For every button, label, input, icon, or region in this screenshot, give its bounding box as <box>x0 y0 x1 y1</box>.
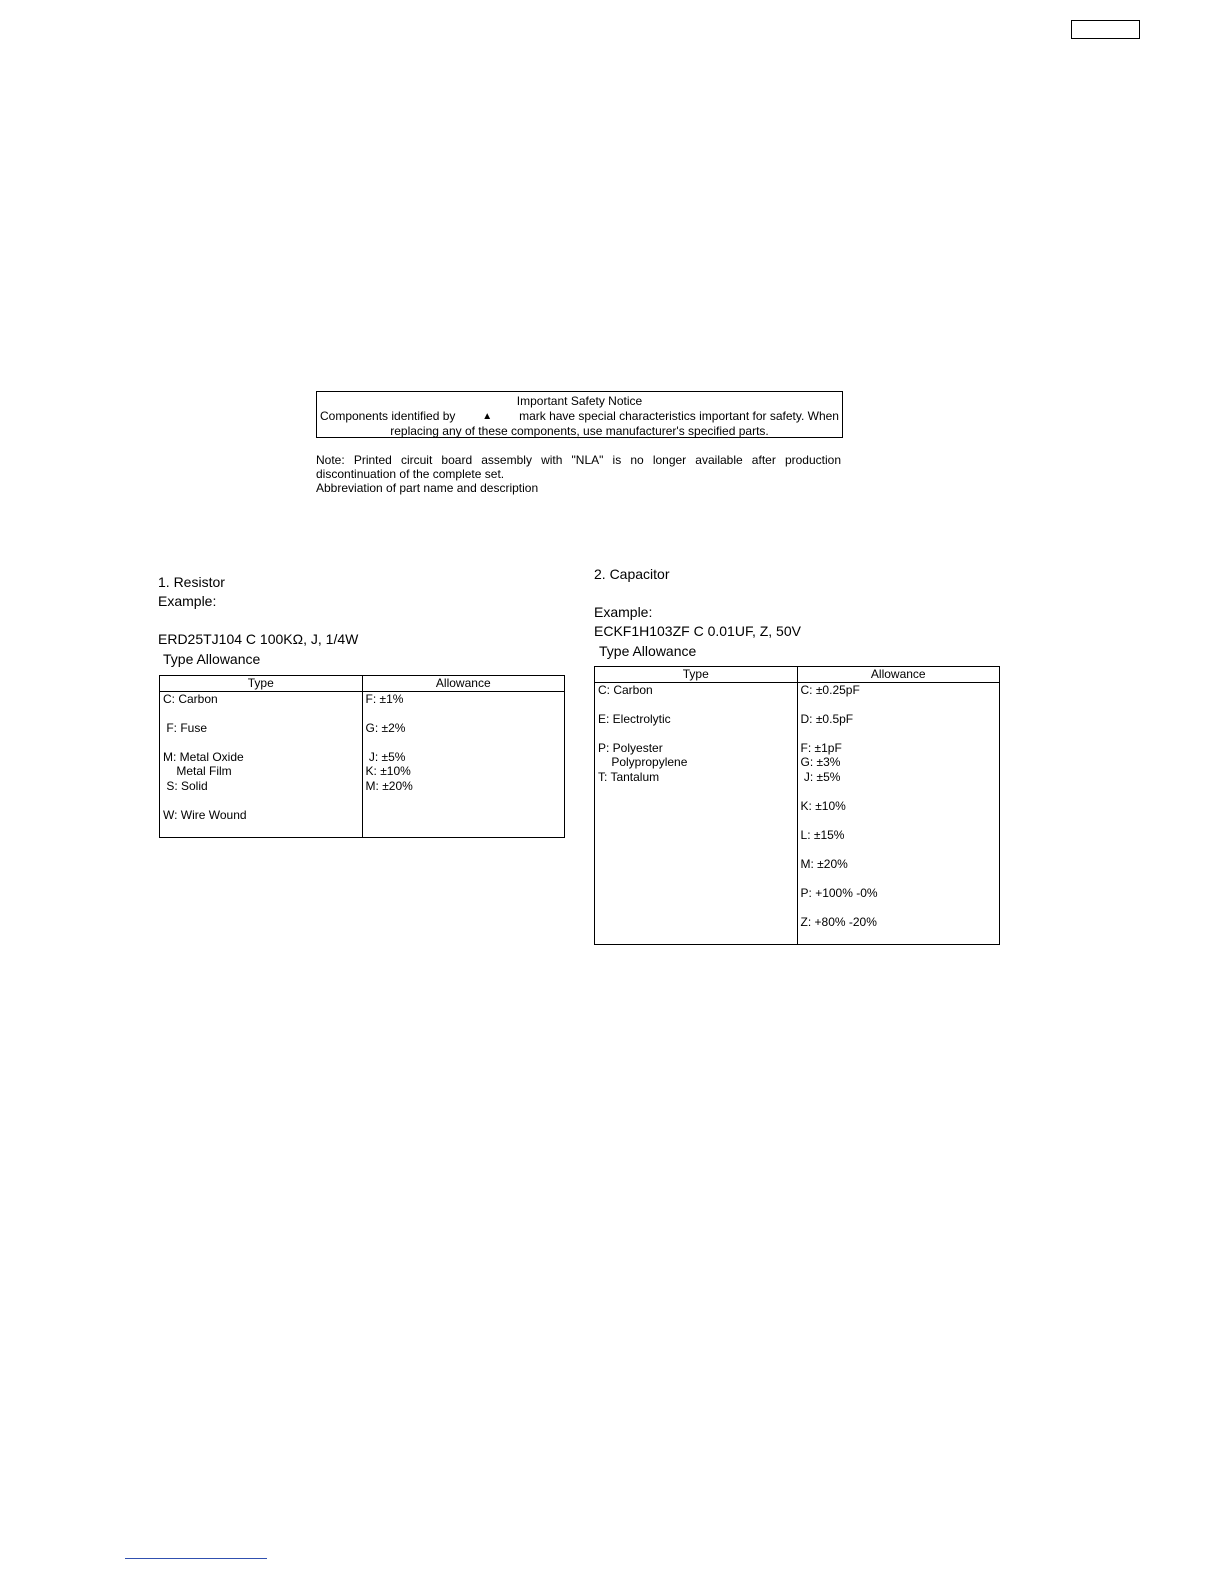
capacitor-example-label: Example: <box>594 604 653 620</box>
capacitor-col-allowance: Allowance <box>797 667 999 683</box>
capacitor-type-cell <box>595 799 798 828</box>
capacitor-allowance-cell: L: ±15% <box>797 828 999 857</box>
capacitor-example-code: ECKF1H103ZF C 0.01UF, Z, 50V <box>594 623 801 639</box>
page-number-box <box>1071 20 1140 39</box>
resistor-table-row <box>160 721 565 750</box>
resistor-table-row <box>160 808 565 838</box>
capacitor-type-cell: C: Carbon <box>595 683 798 713</box>
resistor-allowance-cell <box>362 808 564 838</box>
capacitor-type-cell <box>595 915 798 945</box>
footer-link-underline <box>125 1558 267 1559</box>
safety-notice-title: Important Safety Notice <box>516 394 643 408</box>
capacitor-type-cell: P: Polyester Polypropylene <box>595 741 798 770</box>
resistor-allowance-cell: F: ±1% <box>362 692 564 722</box>
resistor-example-code: ERD25TJ104 C 100KΩ, J, 1/4W <box>158 631 359 647</box>
capacitor-allowance-cell: D: ±0.5pF <box>797 712 999 741</box>
safety-notice-line2: replacing any of these components, use manufacturer's specified parts. <box>390 424 769 438</box>
resistor-table-row <box>160 779 565 808</box>
resistor-table <box>159 675 565 838</box>
capacitor-allowance-cell: Z: +80% -20% <box>797 915 999 945</box>
capacitor-table-row <box>595 712 1000 741</box>
resistor-allowance-cell: M: ±20% <box>362 779 564 808</box>
capacitor-table-row <box>595 770 1000 799</box>
capacitor-col-type: Type <box>595 667 798 683</box>
resistor-type-cell: S: Solid <box>160 779 363 808</box>
resistor-col-allowance: Allowance <box>362 676 564 692</box>
note-line3: Abbreviation of part name and description <box>316 481 539 495</box>
capacitor-allowance-cell: K: ±10% <box>797 799 999 828</box>
capacitor-table-row <box>595 915 1000 945</box>
capacitor-type-cell <box>595 886 798 915</box>
capacitor-table-row <box>595 857 1000 886</box>
capacitor-allowance-cell: C: ±0.25pF <box>797 683 999 713</box>
capacitor-type-allowance-label: Type Allowance <box>599 643 697 659</box>
resistor-table-row <box>160 692 565 722</box>
resistor-heading: 1. Resistor <box>158 574 225 590</box>
resistor-type-cell: F: Fuse <box>160 721 363 750</box>
resistor-type-cell: M: Metal Oxide Metal Film <box>160 750 363 779</box>
capacitor-table-row <box>595 799 1000 828</box>
capacitor-heading: 2. Capacitor <box>594 566 670 582</box>
resistor-example-label: Example: <box>158 593 217 609</box>
safety-notice-text-a: Components identified by <box>320 409 456 423</box>
resistor-allowance-cell: J: ±5% K: ±10% <box>362 750 564 779</box>
resistor-allowance-cell: G: ±2% <box>362 721 564 750</box>
resistor-col-type: Type <box>160 676 363 692</box>
safety-notice-text-b: mark have special characteristics important for safety. When <box>519 409 839 423</box>
safety-notice-box <box>316 391 843 438</box>
resistor-type-cell: W: Wire Wound <box>160 808 363 838</box>
capacitor-table-row <box>595 741 1000 770</box>
warning-triangle-icon: ▲ <box>482 411 493 422</box>
capacitor-table-row <box>595 828 1000 857</box>
capacitor-allowance-cell: P: +100% -0% <box>797 886 999 915</box>
safety-notice-line1 <box>317 409 842 424</box>
capacitor-table-row <box>595 886 1000 915</box>
capacitor-allowance-cell: M: ±20% <box>797 857 999 886</box>
nla-note <box>316 453 841 495</box>
resistor-type-cell: C: Carbon <box>160 692 363 722</box>
capacitor-table-row <box>595 683 1000 713</box>
capacitor-type-cell <box>595 828 798 857</box>
capacitor-type-cell <box>595 857 798 886</box>
resistor-table-row <box>160 750 565 779</box>
note-line2: discontinuation of the complete set. <box>316 467 505 481</box>
note-line1: Note: Printed circuit board assembly with "NLA" is no longer available after production <box>316 453 841 467</box>
capacitor-type-cell: E: Electrolytic <box>595 712 798 741</box>
resistor-type-allowance-label: Type Allowance <box>163 651 261 667</box>
capacitor-allowance-cell: J: ±5% <box>797 770 999 799</box>
capacitor-allowance-cell: F: ±1pF G: ±3% <box>797 741 999 770</box>
capacitor-type-cell: T: Tantalum <box>595 770 798 799</box>
capacitor-table <box>594 666 1000 945</box>
